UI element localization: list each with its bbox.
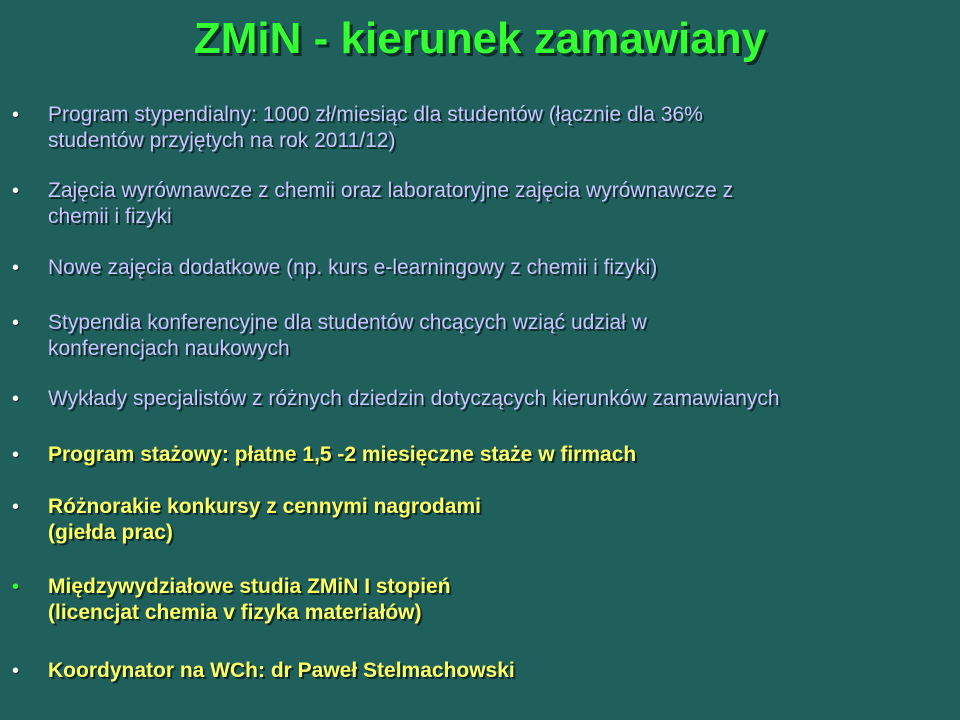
bullet-text: Różnorakie konkursy z cennymi nagrodami (giełda prac) — [48, 495, 481, 544]
bullet-text: Nowe zajęcia dodatkowe (np. kurs e-learningowy z chemii i fizyki) — [48, 256, 658, 279]
bullet-item-coordinator — [12, 658, 948, 684]
bullet-item-internship-program — [12, 442, 948, 468]
bullet-text: Koordynator na WCh: dr Paweł Stelmachowski — [48, 659, 515, 682]
bullet-icon: • — [12, 576, 20, 598]
bullet-icon: • — [12, 257, 20, 279]
bullet-item-interfaculty-studies — [12, 574, 948, 626]
bullet-text: Międzywydziałowe studia ZMiN I stopień (licencjat chemia v fizyka materiałów) — [48, 575, 451, 624]
bullet-icon: • — [12, 444, 20, 466]
bullet-icon: • — [12, 312, 20, 334]
bullet-item-competitions — [12, 494, 948, 546]
bullet-icon: • — [12, 388, 20, 410]
bullet-text: Stypendia konferencyjne dla studentów chcących wziąć udział w konferencjach naukowych — [48, 311, 647, 360]
bullet-icon: • — [12, 660, 20, 682]
bullet-text: Program stypendialny: 1000 zł/miesiąc dla studentów (łącznie dla 36% studentów przyjętych na rok 2011/12) — [48, 103, 703, 152]
bullet-item-remedial-classes — [12, 178, 948, 230]
bullet-icon: • — [12, 496, 20, 518]
bullet-item-specialist-lectures — [12, 386, 948, 412]
bullet-item-scholarship — [12, 102, 948, 154]
bullet-text: Zajęcia wyrównawcze z chemii oraz laboratoryjne zajęcia wyrównawcze z chemii i fizyki — [48, 179, 734, 228]
bullet-item-additional-classes — [12, 255, 948, 281]
slide-title: ZMiN - kierunek zamawiany — [193, 14, 767, 63]
bullet-item-conference-grants — [12, 310, 948, 362]
bullet-icon: • — [12, 104, 20, 126]
bullet-text: Program stażowy: płatne 1,5 -2 miesięczne staże w firmach — [48, 443, 637, 466]
bullet-icon: • — [12, 180, 20, 202]
bullet-text: Wykłady specjalistów z różnych dziedzin dotyczących kierunków zamawianych — [48, 387, 780, 410]
